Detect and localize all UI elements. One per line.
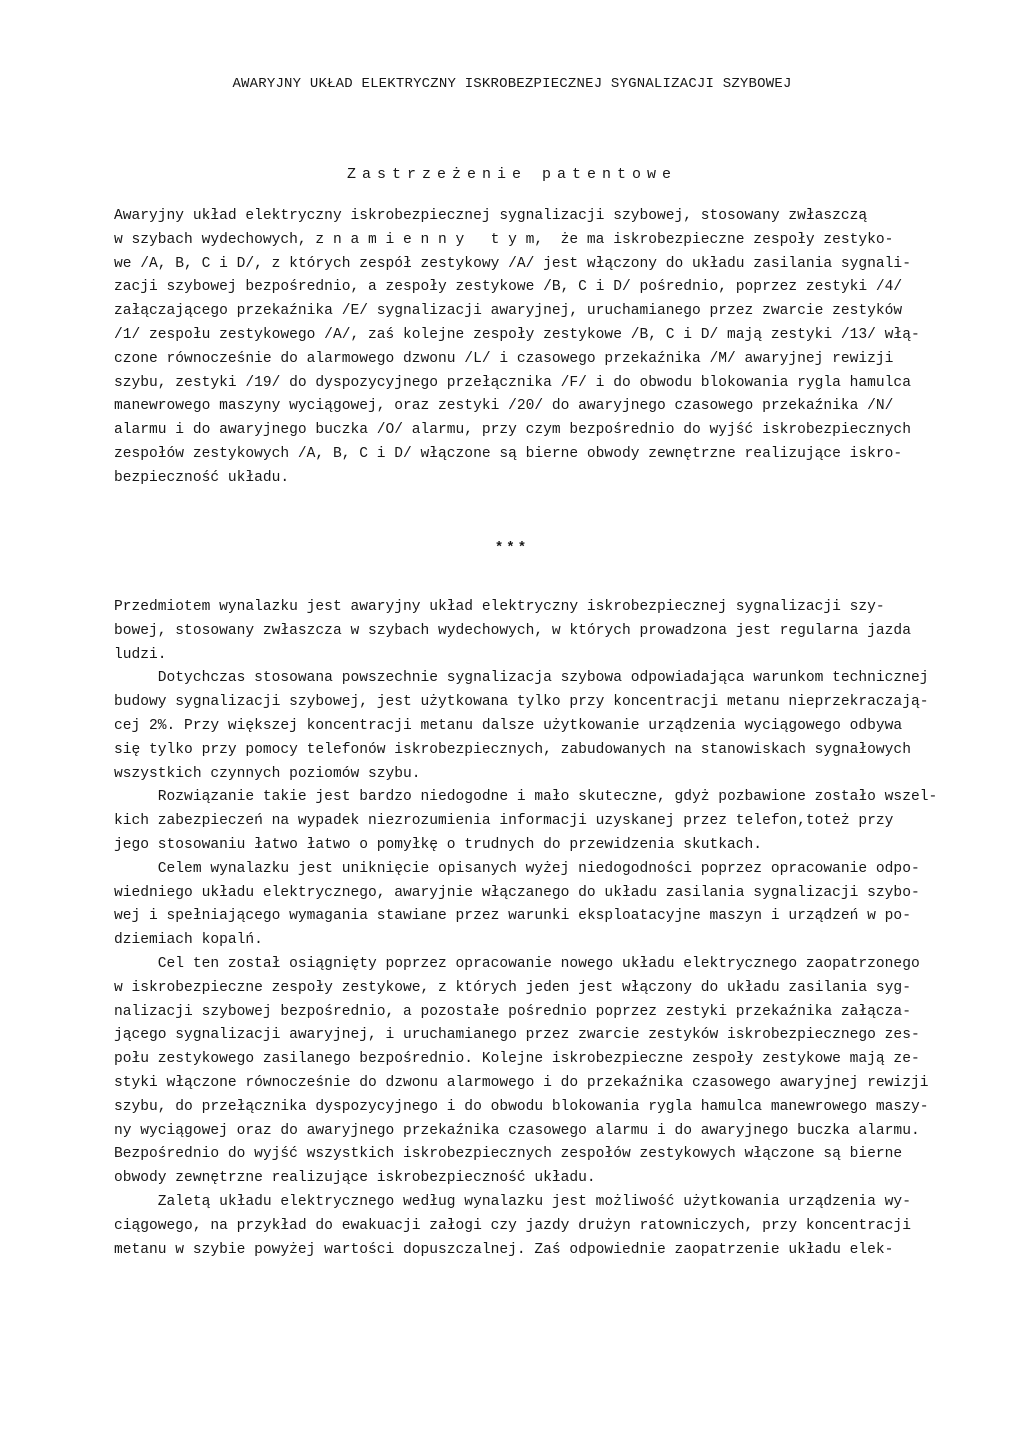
section-heading: Zastrzeżenie patentowe: [346, 166, 678, 183]
claim-paragraph: Awaryjny układ elektryczny iskrobezpiecznej sygnalizacji szybowej, stosowany zwłaszczą w szybach wydechowych, z n a m i e n n y t y m, że ma iskrobezpieczne zespoły zestyko- we /A, B, C i D/, z których zespół zestykowy /A/ jest włączony do układu zasilania sygnali- zacji szybowej bezpośrednio, a zespoły zestykowe /B, C i D/ pośrednio, poprzez zestyki /4/ załączającego przekaźnika /E/ sygnalizacji awaryjnej, uruchamianego przez zwarcie zestyków /1/ zespołu zestykowego /A/, zaś kolejne zespoły zestykowe /B, C i D/ mają zestyki /13/ włą- czone równocześnie do alarmowego dzwonu /L/ i czasowego przekaźnika /M/ awaryjnej rewizji szybu, zestyki /19/ do dyspozycyjnego przełącznika /F/ i do obwodu blokowania rygla hamulca manewrowego maszyny wyciągowej, oraz zestyki /20/ do awaryjnego czasowego przekaźnika /N/ alarmu i do awaryjnego buczka /O/ alarmu, przy czym bezpośrednio do wyjść iskrobezpiecznych zespołów zestykowych /A, B, C i D/ włączone są bierne obwody zewnętrzne realizujące iskro- bezpieczność układu.: [114, 208, 920, 486]
section-separator: ***: [494, 540, 530, 556]
description-text: Przedmiotem wynalazku jest awaryjny układ elektryczny iskrobezpiecznej sygnalizacji szy- bowej, stosowany zwłaszcza w szybach wydechowych, w których prowadzona jest regularna jazda ludzi. Dotychczas stosowana powszechnie sygnalizacja szybowa odpowiadająca warunkom technicznej budowy sygnalizacji szybowej, jest użytkowana tylko przy koncentracji metanu nieprzekraczają- cej 2%. Przy większej koncentracji metanu dalsze użytkowanie urządzenia wyciągowego odbywa się tylko przy pomocy telefonów iskrobezpiecznych, zabudowanych na stanowiskach sygnałowych wszystkich czynnych poziomów szybu. Rozwiązanie takie jest bardzo niedogodne i mało skuteczne, gdyż pozbawione zostało wszel- kich zabezpieczeń na wypadek niezrozumienia informacji uzyskanej przez telefon,toteż przy jego stosowaniu łatwo łatwo o pomyłkę o trudnych do przewidzenia skutkach. Celem wynalazku jest uniknięcie opisanych wyżej niedogodności poprzez opracowanie odpo- wiedniego układu elektrycznego, awaryjnie włączanego do układu zasilania sygnalizacji szybo- wej i spełniającego wymagania stawiane przez warunki eksploatacyjne maszyn i urządzeń w po- dziemiach kopalń. Cel ten został osiągnięty poprzez opracowanie nowego układu elektrycznego zaopatrzonego w iskrobezpieczne zespoły zestykowe, z których jeden jest włączony do układu zasilania syg- nalizacji szybowej bezpośrednio, a pozostałe pośrednio poprzez zestyki przekaźnika załącza- jącego sygnalizacji awaryjnej, i uruchamianego przez zwarcie zestyków iskrobezpiecznego zes- połu zestykowego zasilanego bezpośrednio. Kolejne iskrobezpieczne zespoły zestykowe mają ze- styki włączone równocześnie do dzwonu alarmowego i do przekaźnika czasowego awaryjnej rewizji szybu, do przełącznika dyspozycyjnego i do obwodu blokowania rygla hamulca manewrowego maszy- ny wyciągowej oraz do awaryjnego przekaźnika czasowego alarmu i do awaryjnego buczka alarmu. Bezpośrednio do wyjść wszystkich iskrobezpiecznych zespołów zestykowych włączone są bierne obwody zewnętrzne realizujące iskrobezpieczność układu. Zaletą układu elektrycznego według wynalazku jest możliwość użytkowania urządzenia wy- ciągowego, na przykład do ewakuacji załogi czy jazdy drużyn ratowniczych, przy koncentracji metanu w szybie powyżej wartości dopuszczalnej. Zaś odpowiednie zaopatrzenie układu elek-: [114, 599, 938, 1258]
document-title: AWARYJNY UKŁAD ELEKTRYCZNY ISKROBEZPIECZNEJ SYGNALIZACJI SZYBOWEJ: [232, 76, 792, 92]
